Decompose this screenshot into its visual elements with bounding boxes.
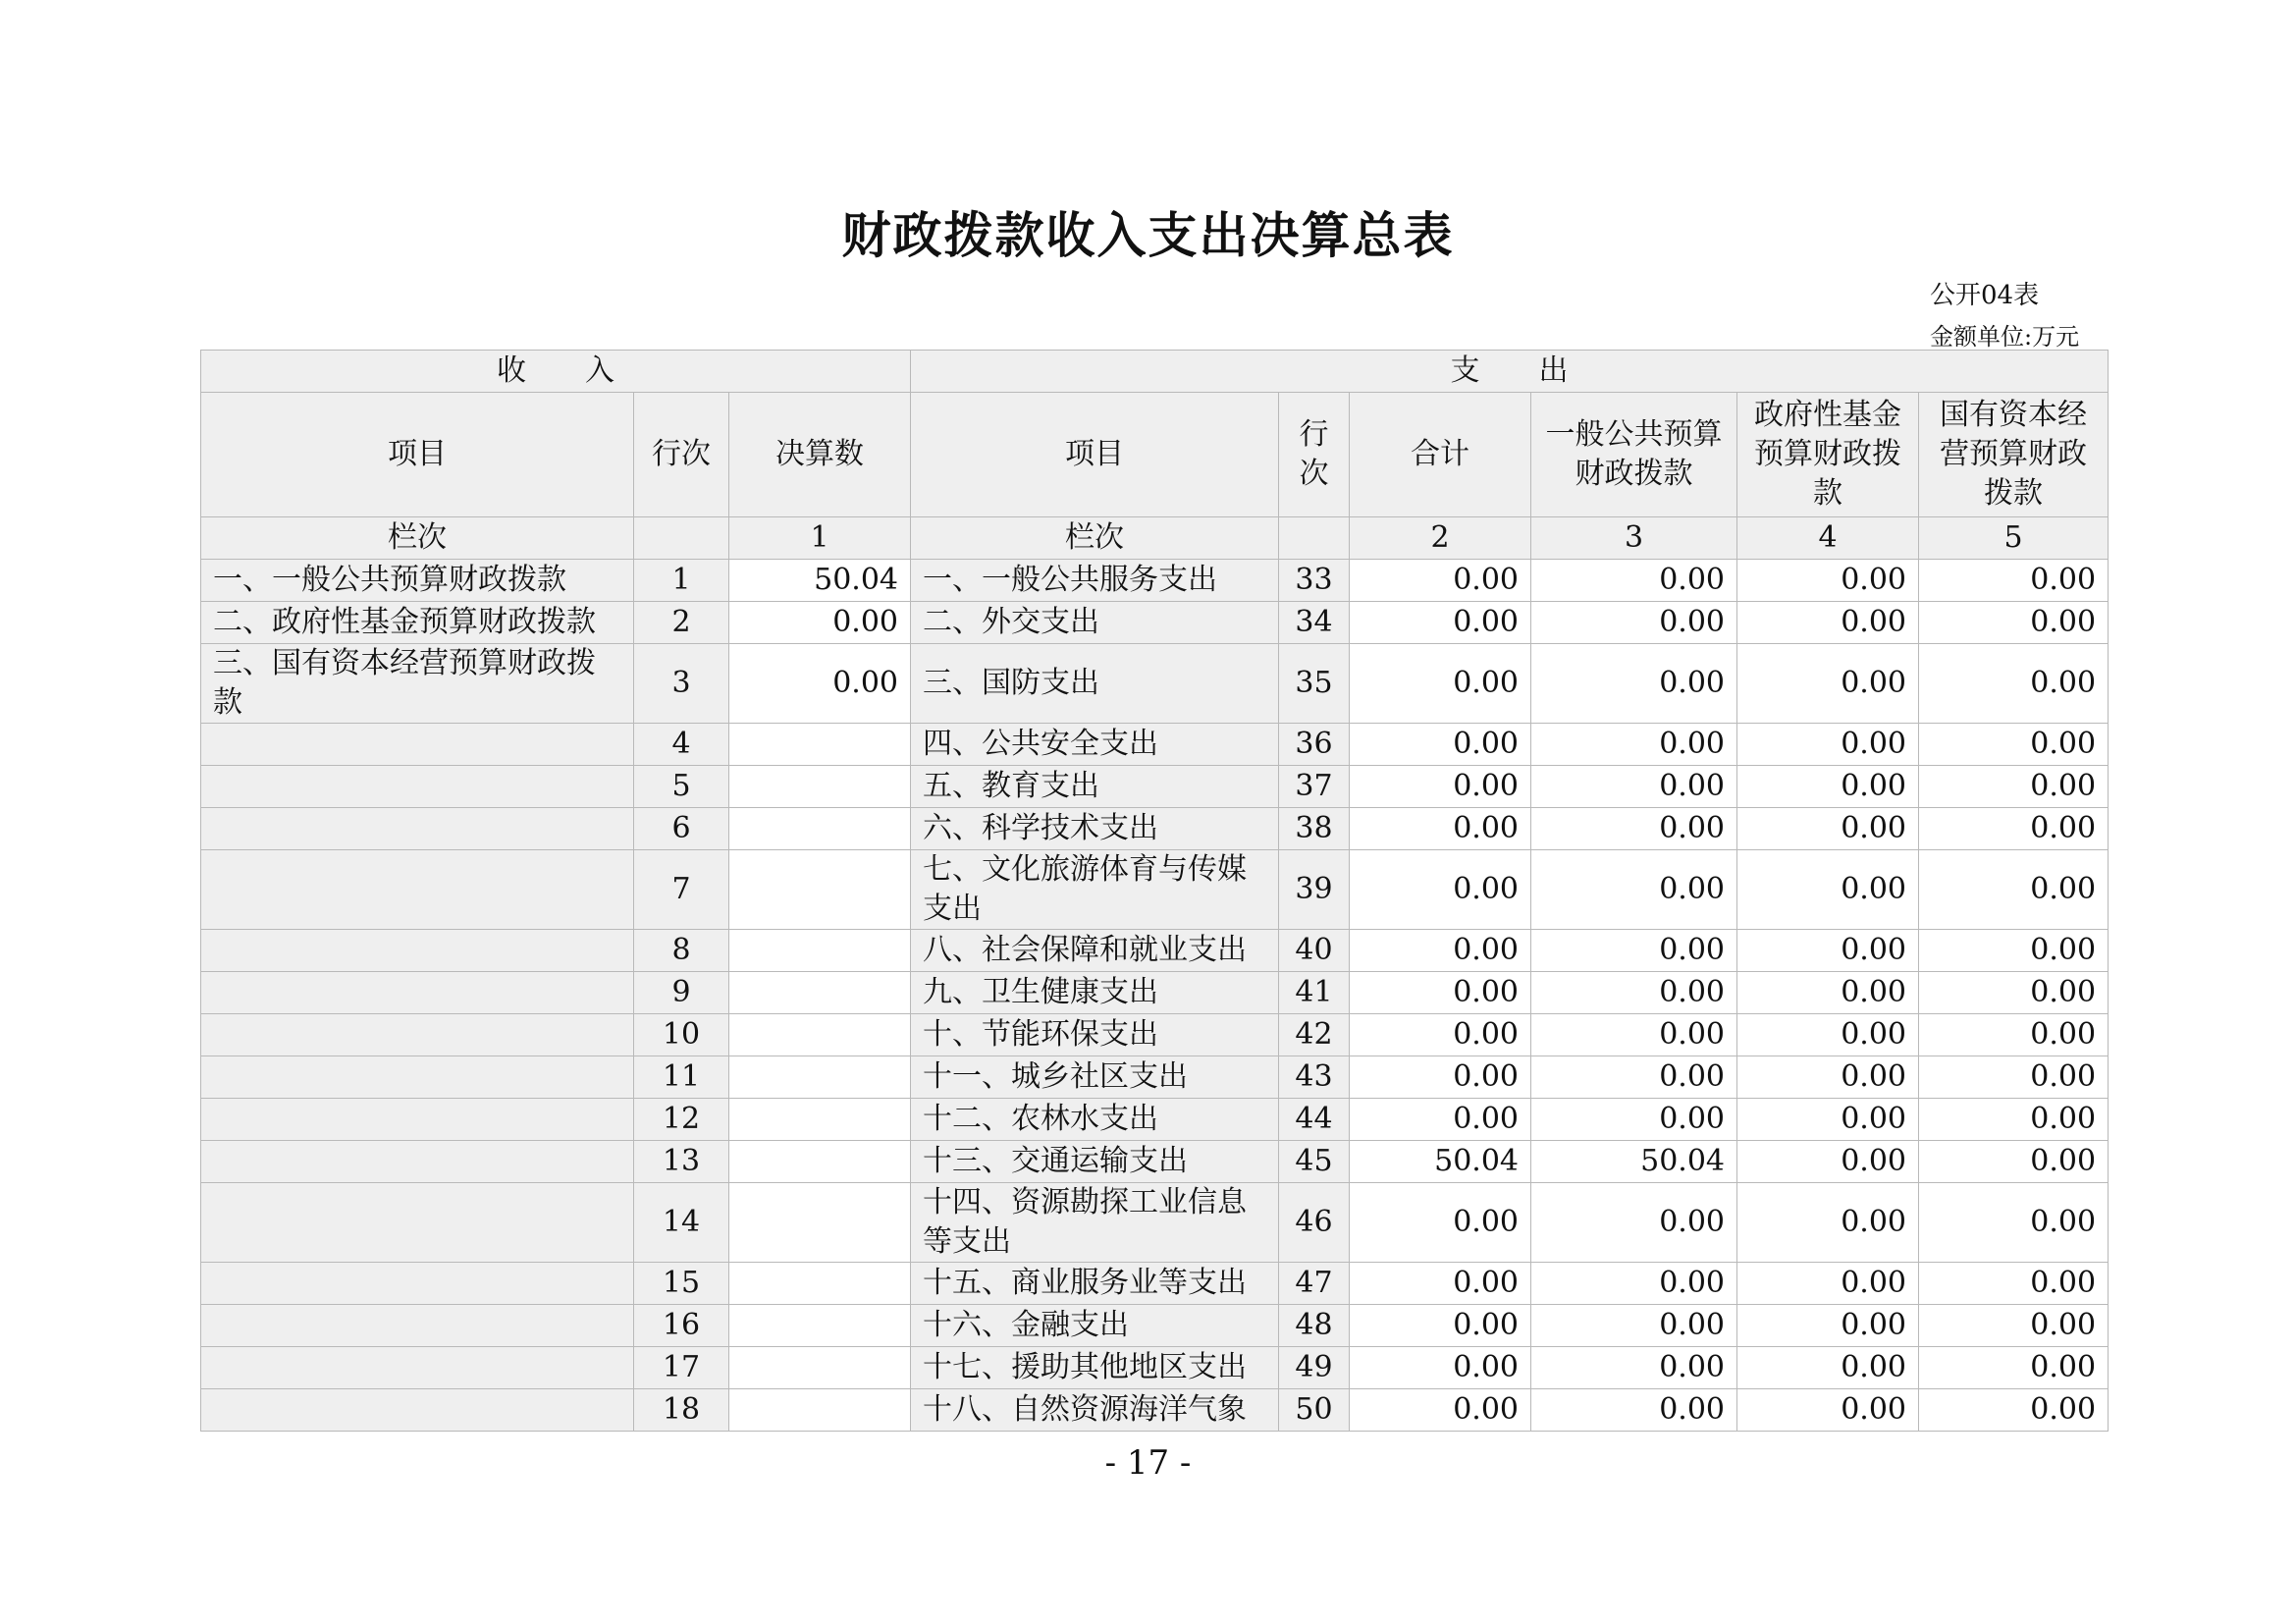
expense-item: 一、一般公共服务支出 bbox=[911, 560, 1279, 602]
expense-row-no: 37 bbox=[1279, 766, 1350, 808]
state-amount: 0.00 bbox=[1919, 850, 2109, 930]
col-no-expense-label: 栏次 bbox=[911, 517, 1279, 560]
income-item bbox=[201, 1389, 634, 1432]
income-row-no: 14 bbox=[634, 1183, 729, 1263]
general-amount: 0.00 bbox=[1531, 602, 1737, 644]
total-amount: 0.00 bbox=[1350, 850, 1531, 930]
budget-table bbox=[200, 350, 2109, 1432]
expense-item: 十四、资源勘探工业信息等支出 bbox=[911, 1183, 1279, 1263]
income-item: 二、政府性基金预算财政拨款 bbox=[201, 602, 634, 644]
total-amount: 0.00 bbox=[1350, 1099, 1531, 1141]
general-amount: 0.00 bbox=[1531, 1014, 1737, 1056]
income-item bbox=[201, 1014, 634, 1056]
income-row-no: 4 bbox=[634, 724, 729, 766]
table-row bbox=[201, 930, 2109, 972]
col-income-amount: 决算数 bbox=[729, 393, 911, 517]
fund-amount: 0.00 bbox=[1737, 850, 1919, 930]
total-amount: 0.00 bbox=[1350, 1183, 1531, 1263]
expense-item: 十三、交通运输支出 bbox=[911, 1141, 1279, 1183]
income-item bbox=[201, 930, 634, 972]
col-state-capital: 国有资本经营预算财政拨款 bbox=[1919, 393, 2109, 517]
table-row bbox=[201, 1056, 2109, 1099]
income-section-header: 收 入 bbox=[201, 351, 911, 393]
income-amount: 50.04 bbox=[729, 560, 911, 602]
col-no-income-amount: 1 bbox=[729, 517, 911, 560]
expense-row-no: 38 bbox=[1279, 808, 1350, 850]
table-row bbox=[201, 644, 2109, 724]
state-amount: 0.00 bbox=[1919, 1014, 2109, 1056]
income-item bbox=[201, 808, 634, 850]
expense-row-no: 34 bbox=[1279, 602, 1350, 644]
income-row-no: 8 bbox=[634, 930, 729, 972]
fund-amount: 0.00 bbox=[1737, 1141, 1919, 1183]
general-amount: 0.00 bbox=[1531, 1099, 1737, 1141]
expense-item: 四、公共安全支出 bbox=[911, 724, 1279, 766]
expense-row-no: 49 bbox=[1279, 1347, 1350, 1389]
col-no-expense-row bbox=[1279, 517, 1350, 560]
section-header-row bbox=[201, 351, 2109, 393]
income-amount bbox=[729, 1014, 911, 1056]
income-amount bbox=[729, 930, 911, 972]
total-amount: 0.00 bbox=[1350, 808, 1531, 850]
table-row bbox=[201, 1014, 2109, 1056]
income-amount bbox=[729, 808, 911, 850]
expense-row-no: 48 bbox=[1279, 1305, 1350, 1347]
general-amount: 0.00 bbox=[1531, 560, 1737, 602]
expense-row-no: 35 bbox=[1279, 644, 1350, 724]
income-item bbox=[201, 766, 634, 808]
income-item bbox=[201, 1056, 634, 1099]
total-amount: 50.04 bbox=[1350, 1141, 1531, 1183]
income-amount bbox=[729, 972, 911, 1014]
income-item bbox=[201, 1347, 634, 1389]
income-row-no: 18 bbox=[634, 1389, 729, 1432]
total-amount: 0.00 bbox=[1350, 1305, 1531, 1347]
col-income-item: 项目 bbox=[201, 393, 634, 517]
state-amount: 0.00 bbox=[1919, 1263, 2109, 1305]
expense-row-no: 40 bbox=[1279, 930, 1350, 972]
fund-amount: 0.00 bbox=[1737, 808, 1919, 850]
fund-amount: 0.00 bbox=[1737, 1389, 1919, 1432]
income-item bbox=[201, 1141, 634, 1183]
general-amount: 0.00 bbox=[1531, 972, 1737, 1014]
table-row bbox=[201, 1347, 2109, 1389]
income-item bbox=[201, 1183, 634, 1263]
page-title: 财政拨款收入支出决算总表 bbox=[841, 206, 1455, 264]
table-row bbox=[201, 850, 2109, 930]
expense-row-no: 44 bbox=[1279, 1099, 1350, 1141]
expense-row-no: 47 bbox=[1279, 1263, 1350, 1305]
income-row-no: 11 bbox=[634, 1056, 729, 1099]
income-amount bbox=[729, 850, 911, 930]
fund-amount: 0.00 bbox=[1737, 1263, 1919, 1305]
income-amount: 0.00 bbox=[729, 644, 911, 724]
state-amount: 0.00 bbox=[1919, 1141, 2109, 1183]
income-row-no: 6 bbox=[634, 808, 729, 850]
table-row bbox=[201, 724, 2109, 766]
column-header-row bbox=[201, 393, 2109, 517]
expense-row-no: 43 bbox=[1279, 1056, 1350, 1099]
fund-amount: 0.00 bbox=[1737, 766, 1919, 808]
income-item bbox=[201, 1305, 634, 1347]
page-number: - 17 - bbox=[1104, 1443, 1192, 1483]
table-row bbox=[201, 1263, 2109, 1305]
table-row bbox=[201, 766, 2109, 808]
expense-item: 八、社会保障和就业支出 bbox=[911, 930, 1279, 972]
general-amount: 0.00 bbox=[1531, 1263, 1737, 1305]
expense-row-no: 42 bbox=[1279, 1014, 1350, 1056]
income-row-no: 10 bbox=[634, 1014, 729, 1056]
income-amount bbox=[729, 724, 911, 766]
fund-amount: 0.00 bbox=[1737, 1305, 1919, 1347]
income-amount bbox=[729, 1183, 911, 1263]
income-item: 三、国有资本经营预算财政拨款 bbox=[201, 644, 634, 724]
general-amount: 0.00 bbox=[1531, 1183, 1737, 1263]
income-item bbox=[201, 1263, 634, 1305]
col-expense-row: 行次 bbox=[1279, 393, 1350, 517]
fund-amount: 0.00 bbox=[1737, 560, 1919, 602]
total-amount: 0.00 bbox=[1350, 1056, 1531, 1099]
general-amount: 0.00 bbox=[1531, 1347, 1737, 1389]
state-amount: 0.00 bbox=[1919, 644, 2109, 724]
amount-unit: 金额单位:万元 bbox=[1930, 323, 2080, 351]
table-row bbox=[201, 560, 2109, 602]
state-amount: 0.00 bbox=[1919, 724, 2109, 766]
expense-item: 五、教育支出 bbox=[911, 766, 1279, 808]
state-amount: 0.00 bbox=[1919, 1183, 2109, 1263]
table-row bbox=[201, 1141, 2109, 1183]
col-no-total: 2 bbox=[1350, 517, 1531, 560]
table-row bbox=[201, 1305, 2109, 1347]
col-no-income-row bbox=[634, 517, 729, 560]
state-amount: 0.00 bbox=[1919, 602, 2109, 644]
income-amount bbox=[729, 1389, 911, 1432]
fund-amount: 0.00 bbox=[1737, 1099, 1919, 1141]
total-amount: 0.00 bbox=[1350, 972, 1531, 1014]
total-amount: 0.00 bbox=[1350, 644, 1531, 724]
income-amount bbox=[729, 1305, 911, 1347]
expense-item: 十六、金融支出 bbox=[911, 1305, 1279, 1347]
income-amount bbox=[729, 1347, 911, 1389]
state-amount: 0.00 bbox=[1919, 766, 2109, 808]
expense-item: 二、外交支出 bbox=[911, 602, 1279, 644]
general-amount: 0.00 bbox=[1531, 1389, 1737, 1432]
total-amount: 0.00 bbox=[1350, 1389, 1531, 1432]
state-amount: 0.00 bbox=[1919, 808, 2109, 850]
col-income-row: 行次 bbox=[634, 393, 729, 517]
expense-item: 十二、农林水支出 bbox=[911, 1099, 1279, 1141]
expense-row-no: 45 bbox=[1279, 1141, 1350, 1183]
general-amount: 0.00 bbox=[1531, 1305, 1737, 1347]
income-row-no: 2 bbox=[634, 602, 729, 644]
col-no-state: 5 bbox=[1919, 517, 2109, 560]
col-general-budget: 一般公共预算财政拨款 bbox=[1531, 393, 1737, 517]
income-row-no: 12 bbox=[634, 1099, 729, 1141]
total-amount: 0.00 bbox=[1350, 560, 1531, 602]
state-amount: 0.00 bbox=[1919, 1099, 2109, 1141]
table-row bbox=[201, 1183, 2109, 1263]
expense-item: 七、文化旅游体育与传媒支出 bbox=[911, 850, 1279, 930]
general-amount: 0.00 bbox=[1531, 766, 1737, 808]
state-amount: 0.00 bbox=[1919, 1347, 2109, 1389]
income-item: 一、一般公共预算财政拨款 bbox=[201, 560, 634, 602]
column-number-row bbox=[201, 517, 2109, 560]
income-item bbox=[201, 972, 634, 1014]
col-no-general: 3 bbox=[1531, 517, 1737, 560]
table-row bbox=[201, 808, 2109, 850]
table-body bbox=[201, 351, 2109, 1432]
income-amount bbox=[729, 1263, 911, 1305]
table-row bbox=[201, 602, 2109, 644]
total-amount: 0.00 bbox=[1350, 930, 1531, 972]
expense-item: 六、科学技术支出 bbox=[911, 808, 1279, 850]
general-amount: 50.04 bbox=[1531, 1141, 1737, 1183]
total-amount: 0.00 bbox=[1350, 602, 1531, 644]
expense-item: 十五、商业服务业等支出 bbox=[911, 1263, 1279, 1305]
income-item bbox=[201, 850, 634, 930]
total-amount: 0.00 bbox=[1350, 724, 1531, 766]
expense-item: 十一、城乡社区支出 bbox=[911, 1056, 1279, 1099]
total-amount: 0.00 bbox=[1350, 1014, 1531, 1056]
expense-item: 九、卫生健康支出 bbox=[911, 972, 1279, 1014]
expense-row-no: 36 bbox=[1279, 724, 1350, 766]
fund-amount: 0.00 bbox=[1737, 1056, 1919, 1099]
expense-row-no: 33 bbox=[1279, 560, 1350, 602]
general-amount: 0.00 bbox=[1531, 1056, 1737, 1099]
expense-item: 三、国防支出 bbox=[911, 644, 1279, 724]
income-amount bbox=[729, 766, 911, 808]
expense-row-no: 39 bbox=[1279, 850, 1350, 930]
fund-amount: 0.00 bbox=[1737, 724, 1919, 766]
general-amount: 0.00 bbox=[1531, 930, 1737, 972]
total-amount: 0.00 bbox=[1350, 1347, 1531, 1389]
state-amount: 0.00 bbox=[1919, 1056, 2109, 1099]
general-amount: 0.00 bbox=[1531, 850, 1737, 930]
fund-amount: 0.00 bbox=[1737, 602, 1919, 644]
income-amount: 0.00 bbox=[729, 602, 911, 644]
general-amount: 0.00 bbox=[1531, 724, 1737, 766]
expense-item: 十、节能环保支出 bbox=[911, 1014, 1279, 1056]
income-amount bbox=[729, 1056, 911, 1099]
expense-row-no: 50 bbox=[1279, 1389, 1350, 1432]
col-no-income-label: 栏次 bbox=[201, 517, 634, 560]
expense-item: 十八、自然资源海洋气象 bbox=[911, 1389, 1279, 1432]
form-number: 公开04表 bbox=[1930, 281, 2040, 310]
fund-amount: 0.00 bbox=[1737, 1347, 1919, 1389]
expense-section-header: 支 出 bbox=[911, 351, 2109, 393]
general-amount: 0.00 bbox=[1531, 808, 1737, 850]
table-row bbox=[201, 972, 2109, 1014]
table-row bbox=[201, 1099, 2109, 1141]
col-total: 合计 bbox=[1350, 393, 1531, 517]
income-row-no: 15 bbox=[634, 1263, 729, 1305]
state-amount: 0.00 bbox=[1919, 1389, 2109, 1432]
income-amount bbox=[729, 1141, 911, 1183]
expense-row-no: 46 bbox=[1279, 1183, 1350, 1263]
income-row-no: 16 bbox=[634, 1305, 729, 1347]
income-row-no: 13 bbox=[634, 1141, 729, 1183]
col-fund-budget: 政府性基金预算财政拨款 bbox=[1737, 393, 1919, 517]
income-row-no: 3 bbox=[634, 644, 729, 724]
table-row bbox=[201, 1389, 2109, 1432]
expense-row-no: 41 bbox=[1279, 972, 1350, 1014]
income-row-no: 1 bbox=[634, 560, 729, 602]
col-expense-item: 项目 bbox=[911, 393, 1279, 517]
state-amount: 0.00 bbox=[1919, 1305, 2109, 1347]
income-row-no: 17 bbox=[634, 1347, 729, 1389]
state-amount: 0.00 bbox=[1919, 930, 2109, 972]
fund-amount: 0.00 bbox=[1737, 1014, 1919, 1056]
income-row-no: 5 bbox=[634, 766, 729, 808]
income-amount bbox=[729, 1099, 911, 1141]
col-no-fund: 4 bbox=[1737, 517, 1919, 560]
total-amount: 0.00 bbox=[1350, 766, 1531, 808]
general-amount: 0.00 bbox=[1531, 644, 1737, 724]
income-row-no: 9 bbox=[634, 972, 729, 1014]
fund-amount: 0.00 bbox=[1737, 972, 1919, 1014]
state-amount: 0.00 bbox=[1919, 560, 2109, 602]
income-row-no: 7 bbox=[634, 850, 729, 930]
fund-amount: 0.00 bbox=[1737, 1183, 1919, 1263]
fund-amount: 0.00 bbox=[1737, 930, 1919, 972]
expense-item: 十七、援助其他地区支出 bbox=[911, 1347, 1279, 1389]
fund-amount: 0.00 bbox=[1737, 644, 1919, 724]
income-item bbox=[201, 724, 634, 766]
total-amount: 0.00 bbox=[1350, 1263, 1531, 1305]
state-amount: 0.00 bbox=[1919, 972, 2109, 1014]
income-item bbox=[201, 1099, 634, 1141]
